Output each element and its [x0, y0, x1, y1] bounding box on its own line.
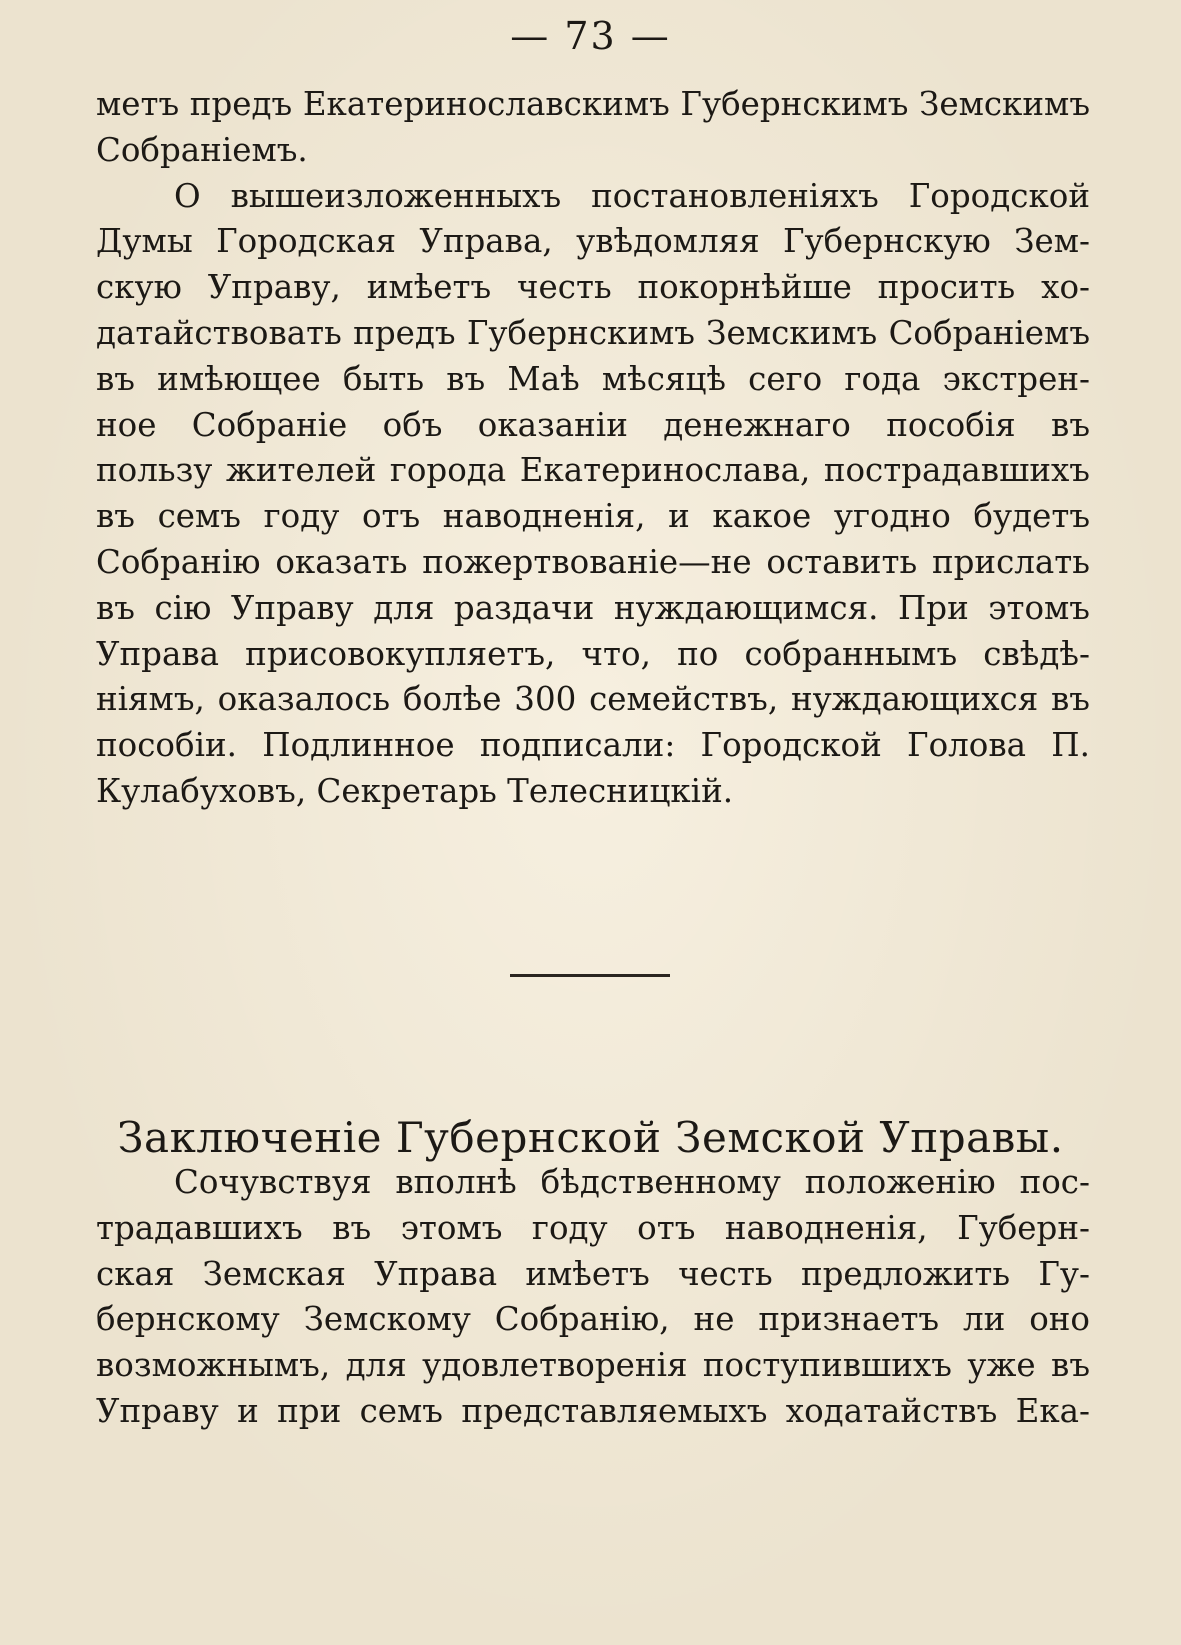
text-line: Сочувствуя вполнѣ бѣдственному положенію пос- [174, 1163, 1090, 1201]
text-line: въ имѣющее быть въ Маѣ мѣсяцѣ сего года экстрен- [96, 359, 1090, 398]
text-line: традавшихъ въ этомъ году отъ наводненія, Губерн- [96, 1208, 1090, 1247]
text-line: въ семъ году отъ наводненія, и какое угодно будетъ [96, 497, 1090, 536]
text-line: О вышеизложенныхъ постановленіяхъ Городской [174, 176, 1090, 215]
text-line: метъ предъ Екатеринославскимъ Губернскимъ Земскимъ [96, 85, 1090, 123]
text-line: Думы Городская Управа, увѣдомляя Губернскую Зем- [96, 222, 1090, 261]
text-line: ніямъ, оказалось болѣе 300 семействъ, нуждающихся въ [96, 680, 1090, 719]
text-line: ное Собраніе объ оказаніи денежнаго пособія въ [96, 405, 1090, 444]
page-number: — 73 — [510, 14, 671, 58]
text-line: скую Управу, имѣетъ честь покорнѣйше просить хо- [96, 268, 1090, 307]
text-line: датайствовать предъ Губернскимъ Земскимъ Собраніемъ [96, 313, 1090, 352]
petition-paragraphs [96, 82, 1090, 815]
text-line: Собранію оказать пожертвованіе—не оставить прислать [96, 542, 1090, 581]
text-line: въ сію Управу для раздачи нуждающимся. При этомъ [96, 588, 1090, 627]
text-line: возможнымъ, для удовлетворенія поступившихъ уже въ [96, 1346, 1090, 1385]
conclusion-paragraph [96, 1160, 1090, 1435]
text-line: пользу жителей города Екатеринослава, пострадавшихъ [96, 451, 1090, 490]
text-line: Собраніемъ. [96, 130, 308, 169]
text-line: ская Земская Управа имѣетъ честь предложить Гу- [96, 1254, 1090, 1293]
text-line: Кулабуховъ, Секретарь Телесницкій. [96, 771, 734, 810]
section-heading: Заключеніе Губернской Земской Управы. [117, 1113, 1064, 1162]
text-line: Управа присовокупляетъ, что, по собраннымъ свѣдѣ- [96, 634, 1090, 673]
text-line: бернскому Земскому Собранію, не признаетъ ли оно [96, 1300, 1090, 1339]
section-divider [510, 974, 670, 977]
text-line: пособіи. Подлинное подписали: Городской Голова П. [96, 726, 1090, 765]
text-line: Управу и при семъ представляемыхъ ходатайствъ Ека- [96, 1391, 1090, 1430]
